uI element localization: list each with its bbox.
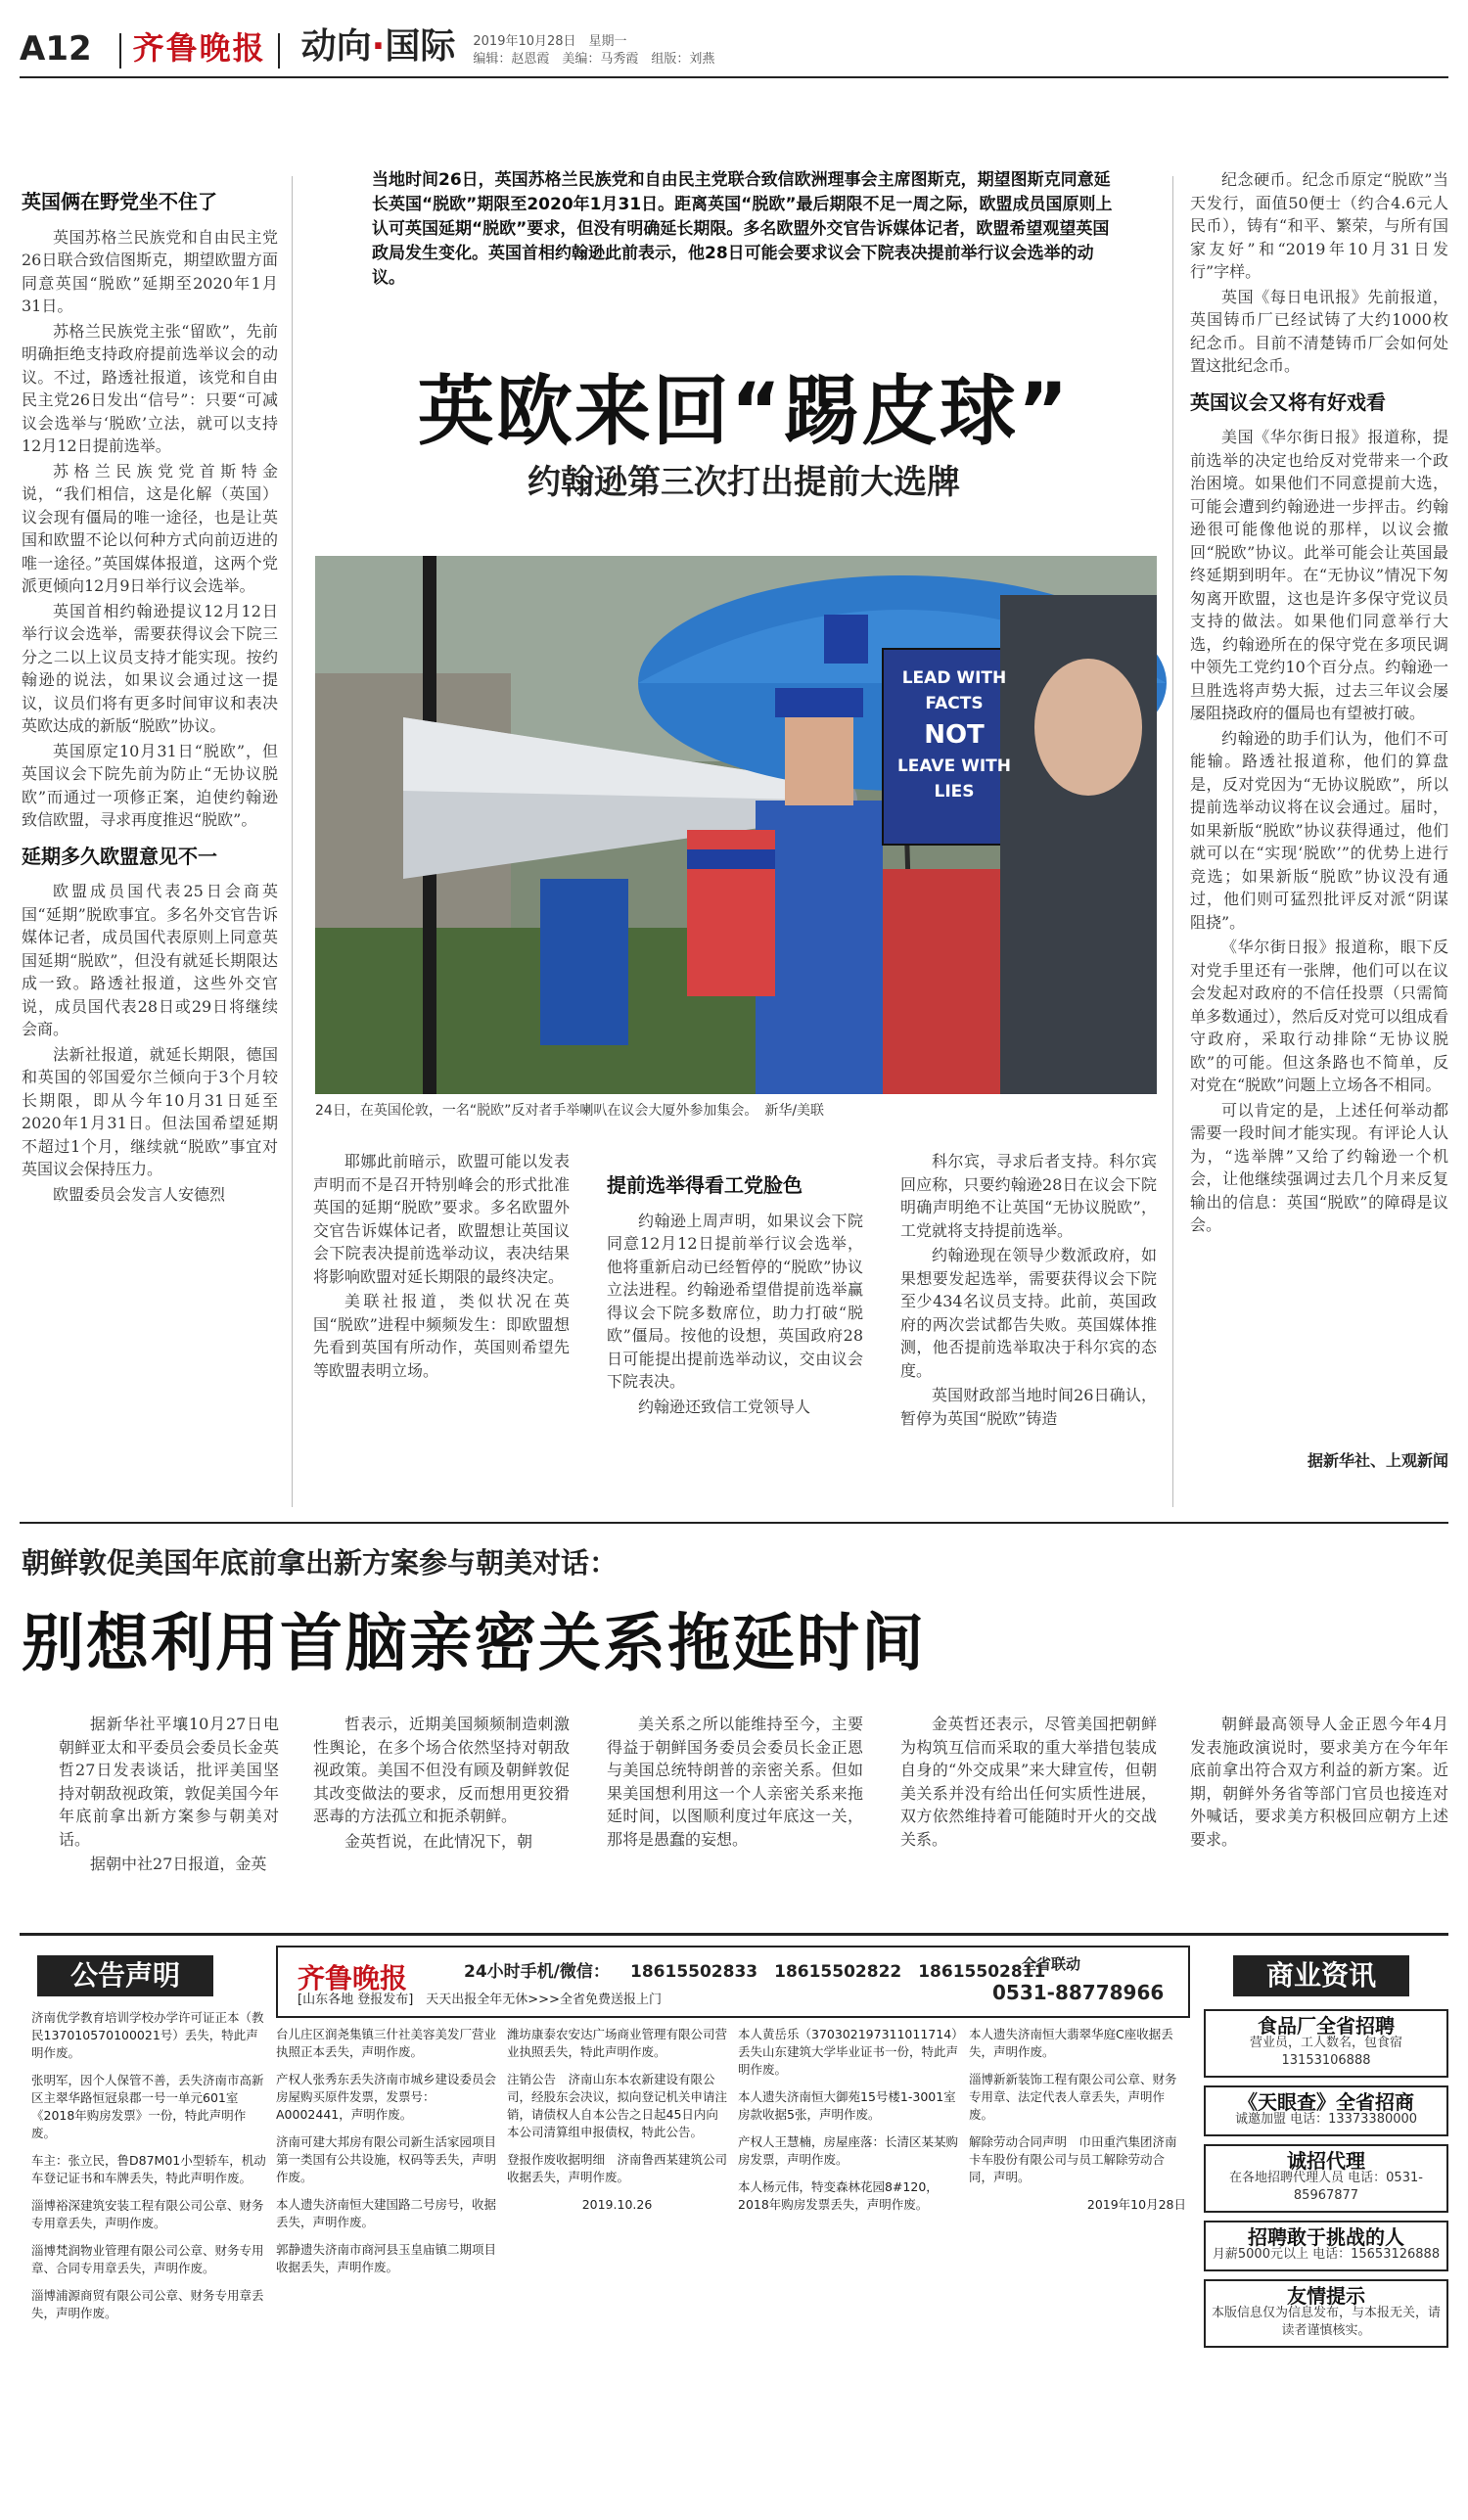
paragraph: 朝鲜最高领导人金正恩今年4月发表施政演说时，要求美方在今年年底前拿出符合双方利益的新方案。近期，朝鲜外务省等部门官员也接连对外喊话，要求美方积极回应朝方上述要求。: [1190, 1715, 1448, 1849]
ad-item: 淄博裕深建筑安装工程有限公司公章、财务专用章丢失，声明作废。: [31, 2198, 264, 2230]
paragraph: 约翰逊上周声明，如果议会下院同意12月12日提前举行议会选举，他将重新启动已经暂停的“脱欧”协议立法进程。约翰逊希望借提前选举赢得议会下院多数席位，助力打破“脱欧”僵局。按他的设想，英国政府28日可能提出提前选举动议，交由议会下院表决。: [607, 1211, 863, 1391]
col1-subhead-2: 延期多久欧盟意见不一: [22, 844, 217, 868]
ad-date: 2019年10月28日: [1086, 2197, 1186, 2212]
notice-column: [31, 2009, 268, 2498]
britain-column-1: [22, 191, 278, 1512]
business-title: 友情提示: [1287, 2284, 1365, 2308]
ad-column-1: [276, 2026, 496, 2496]
business-box: [1204, 2144, 1448, 2213]
paragraph: 约翰逊还致信工党领导人: [638, 1397, 811, 1416]
business-text: 本版信息仅为信息发布，与本报无关，请读者谨慎核实。: [1212, 2306, 1442, 2338]
col3-subhead: 提前选举得看工党脸色: [607, 1173, 803, 1197]
paragraph: 约翰逊现在领导少数派政府，如果想要发起选举，需要获得议会下院至少434名议员支持。此前，英国政府的两次尝试都告失败。英国媒体推测，他否提前选举取决于科尔宾的态度。: [900, 1246, 1157, 1380]
protest-sign: [886, 665, 1023, 804]
ad-item: 本人杨元伟，特变森林花园8#120，2018年购房发票丢失，声明作废。: [738, 2179, 939, 2212]
paragraph: 金英哲还表示，尽管美国把朝鲜为构筑互信而采取的重大举措包装成自身的“外交成果”来大肆宣传，但朝美关系并没有给出任何实质性进展，双方依然维持着可能随时开火的交战关系。: [900, 1715, 1157, 1849]
sub-headline: 约翰逊第三次打出提前大选牌: [528, 463, 960, 502]
sign-line-1: LEAD WITH FACTS: [901, 668, 1007, 713]
banner-phones: 18615502833 18615502822 18615502811: [630, 1962, 1046, 1982]
ad-item: 潍坊康泰农安达广场商业管理有限公司营业执照丢失，特此声明作废。: [507, 2027, 728, 2059]
ad-item: 登报作废收据明细 济南鲁西某建筑公司收据丢失，声明作废。: [507, 2152, 728, 2184]
ad-item: 车主：张立民，鲁D87M01小型轿车，机动车登记证书和车牌丢失，特此声明作废。: [31, 2153, 266, 2185]
ad-item: 淄博新新装饰工程有限公司公章、财务专用章、法定代表人章丢失，声明作废。: [969, 2072, 1177, 2122]
story-lead: 当地时间26日，英国苏格兰民族党和自由民主党联合致信欧洲理事会主席图斯克，期望图斯克同意延长英国“脱欧”期限至2020年1月31日。距离英国“脱欧”最后期限不足一周之际，欧盟成员国原则上认可英国延期“脱欧”要求，但没有明确延长期限。多名欧盟外交官告诉媒体记者，欧盟希望观望英国政局发生变化。英国首相约翰逊此前表示，他28日可能会要求议会下院表决提前举行议会选举的动议。: [372, 170, 1113, 288]
paragraph: 《华尔街日报》报道称，眼下反对党手里还有一张牌，他们可以在议会发起对政府的不信任投票（只需简单多数通过），然后反对党可以组成看守政府，采取行动排除“无协议脱欧”的可能。但这条路也不简单，反对党在“脱欧”问题上立场各不相同。: [1190, 938, 1449, 1094]
photo-caption: 24日，在英国伦敦，一名“脱欧”反对者手举喇叭在议会大厦外参加集会。 新华/美联: [315, 1103, 825, 1119]
ad-item: 注销公告 济南山东本农新建设有限公司，经股东会决议，拟向登记机关申请注销，请债权人自本公告之日起45日内向本公司清算组申报债权，特此公告。: [507, 2072, 728, 2139]
ad-item: 解除劳动合同声明 巾田重汽集团济南卡车股份有限公司与员工解除劳动合同，声明。: [969, 2134, 1177, 2184]
section-title-a: 动向: [300, 26, 372, 67]
paragraph: 法新社报道，就延长期限，德国和英国的邻国爱尔兰倾向于3个月较长期限，即从今年10月31日延至2020年1月31日。但法国希望延期不超过1个月，继续就“脱欧”事宜对英国议会保持压力。: [22, 1044, 278, 1178]
paragraph: 可以肯定的是，上述任何举动都需要一段时间才能实现。有评论人认为，“选举牌”又给了约翰逊一个机会，让他继续强调过去几个月来反复输出的信息：英国“脱欧”的障碍是议会。: [1190, 1100, 1448, 1234]
business-tag: 商业资讯: [1233, 1955, 1409, 1996]
staff-credits: 编辑：赵恩霞 美编：马秀霞 组版：刘燕: [473, 52, 715, 67]
paragraph: 据新华社平壤10月27日电 朝鲜亚太和平委员会委员长金英哲27日发表谈话，批评美国坚持对朝敌视政策，敦促美国今年年底前拿出新方案参与朝美对话。: [59, 1715, 296, 1849]
paragraph: 金英哲说，在此情况下，朝: [344, 1831, 533, 1851]
column-divider: [1172, 176, 1173, 1507]
banner-hotline-label: 24小时手机/微信：: [464, 1962, 610, 1982]
paragraph: 苏格兰民族党党首斯特金说，“我们相信，这是化解（英国）议会现有僵局的唯一途径，也是让英国和欧盟不论以何种方式向前迈进的唯一途径。”英国媒体报道，这两个党派更倾向12月9日举行议会选举。: [22, 461, 278, 595]
main-headline: 英欧来回“踢皮球”: [417, 368, 1071, 456]
ad-date: 2019.10.26: [581, 2197, 653, 2212]
ad-item: 济南优学教育培训学校办学许可证正本（教民137010570100021号）丢失，特此声明作废。: [31, 2010, 264, 2060]
business-text: 诚邀加盟 电话：13373380000: [1234, 2112, 1418, 2127]
korea-column-2: [313, 1713, 570, 1923]
sign-line-3: LEAVE WITH LIES: [896, 756, 1012, 802]
britain-column-2: [313, 1150, 570, 1512]
masthead-divider: [278, 33, 280, 69]
korea-column-3: [607, 1713, 863, 1923]
paragraph: 哲表示，近期美国频频制造刺激性舆论，在多个场合依然坚持对朝敌视政策。美国不但没有顾及朝鲜敦促其改变做法的要求，反而想用更狡猾恶毒的方法孤立和扼杀朝鲜。: [313, 1715, 570, 1825]
page-number: A12: [20, 29, 92, 69]
column-divider: [292, 176, 293, 1507]
britain-column-4: [900, 1150, 1157, 1512]
paragraph: 纪念硬币。纪念币原定“脱欧”当天发行，面值50便士（约合4.6元人民币），铸有“和平、繁荣，与所有国家友好”和“2019年10月31日发行”字样。: [1190, 170, 1448, 281]
ad-item: 本人黄岳乐（370302197311011714）丢失山东建筑大学毕业证书一份，特此声明作废。: [738, 2027, 959, 2077]
col1-subhead: 英国俩在野党坐不住了: [22, 190, 217, 213]
britain-column-3: [607, 1174, 863, 1512]
paragraph: 英国首相约翰逊提议12月12日举行议会选举，需要获得议会下院三分之二以上议员支持才能实现。按约翰逊的说法，如果议会通过这一提议，议员们将有更多时间审议和表决英欧达成的新版“脱欧”协议。: [22, 601, 278, 735]
banner-slogan: [山东各地 登报发布] 天天出报全年无休>>>全省免费送报上门: [298, 1993, 662, 2007]
ad-item: 济南可建大邦房有限公司新生活家园项目第一类国有公共设施，权码等丢失，声明作废。: [276, 2134, 497, 2184]
korea-kicker: 朝鲜敦促美国年底前拿出新方案参与朝美对话：: [22, 1546, 619, 1580]
business-column: [1204, 2009, 1448, 2498]
col5-subhead: 英国议会又将有好戏看: [1190, 389, 1386, 414]
paragraph: 欧盟委员会发言人安德烈: [53, 1184, 226, 1204]
masthead: [20, 20, 1448, 78]
hotline-banner: [276, 1946, 1190, 2018]
business-box: [1204, 2085, 1448, 2136]
korea-column-1: [59, 1713, 296, 1923]
ad-item: 本人遗失济南恒大御苑15号楼1-3001室房款收据5张，声明作废。: [738, 2089, 956, 2122]
business-title: 食品厂全省招聘: [1258, 2014, 1395, 2038]
section-title-dot: ·: [371, 26, 386, 67]
news-photo: [315, 556, 1157, 1094]
business-box: [1204, 2221, 1448, 2271]
section-divider: [20, 1522, 1448, 1524]
business-box: [1204, 2279, 1448, 2348]
ad-column-4: [969, 2026, 1186, 2496]
business-title: 招聘敢于挑战的人: [1248, 2225, 1404, 2249]
classified-ads: [20, 1933, 1448, 2508]
ad-item: 郭静遗失济南市商河县玉皇庙镇二期项目收据丢失，声明作废。: [276, 2242, 497, 2274]
notice-tag: 公告声明: [37, 1955, 213, 1996]
section-title: [301, 19, 456, 69]
protester-photo-illustration: [315, 556, 1157, 1094]
ad-item: 淄博浦源商贸有限公司公章、财务专用章丢失，声明作废。: [31, 2288, 264, 2320]
paragraph: 约翰逊的助手们认为，他们不可能输。路透社报道称，他们的算盘是，反对党因为“无协议脱欧”，所以提前选举动议将在议会通过。届时，如果新版“脱欧”协议获得通过，他们就可以在“实现‘脱欧’”的优势上进行竞选；如果新版“脱欧”协议没有通过，他们则可猛烈批评反对派“阴谋阻挠”。: [1190, 728, 1448, 932]
paragraph: 英国原定10月31日“脱欧”，但英国议会下院先前为防止“无协议脱欧”而通过一项修正案，迫使约翰逊致信欧盟，寻求再度推迟“脱欧”。: [22, 741, 278, 829]
ad-item: 张明军，因个人保管不善，丢失济南市高新区主翠华路恒冠泉郡一号一单元601室《2018年购房发票》一份，特此声明作废。: [31, 2073, 264, 2140]
banner-union: 全省联动: [1022, 1955, 1081, 1973]
paper-logo: 齐鲁晚报: [132, 29, 266, 67]
paragraph: 据朝中社27日报道，金英: [90, 1855, 267, 1873]
britain-column-5: [1190, 168, 1448, 1470]
korea-column-5: [1190, 1713, 1448, 1923]
paragraph: 英国《每日电讯报》先前报道，英国铸币厂已经试铸了大约1000枚纪念币。目前不清楚铸币厂会如何处置这批纪念币。: [1190, 287, 1448, 375]
paragraph: 美联社报道，类似状况在英国“脱欧”进程中频频发生：即欧盟想先看到英国有所动作，英国则希望先等欧盟表明立场。: [313, 1292, 570, 1380]
business-text: 月薪5000元以上 电话：15653126888: [1212, 2247, 1441, 2262]
header-meta: [473, 33, 714, 69]
ad-item: 产权人王慧楠，房屋座落：长清区某某购房发票，声明作废。: [738, 2134, 959, 2167]
section-title-b: 国际: [385, 26, 456, 67]
business-text: 营业员，工人数名，包食宿 13153106888: [1249, 2036, 1402, 2068]
banner-tel: 0531-88778966: [992, 1981, 1165, 2004]
ad-column-3: [738, 2026, 958, 2496]
ad-item: 淄博梵润物业管理有限公司公章、财务专用章、合同专用章丢失，声明作废。: [31, 2243, 264, 2275]
ad-item: 产权人张秀东丢失济南市城乡建设委员会房屋购买原件发票，发票号：A0002441，声明作废。: [276, 2072, 497, 2122]
ad-item: 台儿庄区润尧集镇三什社美容美发厂营业执照正本丢失，声明作废。: [276, 2027, 497, 2059]
ad-column-2: [507, 2026, 727, 2496]
story-credit: 据新华社、上观新闻: [1307, 1451, 1448, 1470]
paragraph: 耶娜此前暗示，欧盟可能以发表声明而不是召开特别峰会的形式批准英国的延期“脱欧”要求。多名欧盟外交官告诉媒体记者，欧盟想让英国议会下院表决提前选举动议，表决结果将影响欧盟对延长期限的最终决定。: [313, 1152, 570, 1286]
paragraph: 美关系之所以能维持至今，主要得益于朝鲜国务委员会委员长金正恩与美国总统特朗普的亲密关系。但如果美国想利用这一个人亲密关系来拖延时间，以图顺利度过年底这一关，那将是愚蠢的妄想。: [607, 1715, 863, 1849]
business-text: 在各地招聘代理人员 电话：0531-85967877: [1229, 2171, 1423, 2203]
paragraph: 苏格兰民族党主张“留欧”，先前明确拒绝支持政府提前选举议会的动议。不过，路透社报道，该党和自由民主党26日发出“信号”：只要“可减议会选举与‘脱欧’立法，就可以支持12月12日提前选举。: [22, 321, 278, 455]
business-title: 诚招代理: [1287, 2149, 1365, 2173]
ad-item: 本人遗失济南恒大翡翠华庭C座收据丢失，声明作废。: [969, 2027, 1173, 2059]
korea-column-4: [900, 1713, 1157, 1923]
banner-logo: 齐鲁晚报: [298, 1962, 408, 1994]
paragraph: 美国《华尔街日报》报道称，提前选举的决定也给反对党带来一个政治困境。如果他们不同意提前大选，可能会遭到约翰逊进一步抨击。约翰逊很可能像他说的那样，以议会撤回“脱欧”协议。此举可能会让英国最终延期到明年。在“无协议”情况下匆匆离开欧盟，这也是许多保守党议员支持的做法。如果他们同意举行大选，约翰逊所在的保守党在多项民调中领先工党约10个百分点。约翰逊一旦胜选将声势大振，过去三年议会屡屡阻挠政府的僵局也有望被打破。: [1190, 428, 1448, 722]
masthead-divider: [119, 33, 121, 69]
business-box: [1204, 2009, 1448, 2078]
paragraph: 科尔宾，寻求后者支持。科尔宾回应称，只要约翰逊28日在议会下院明确声明绝不让英国“无协议脱欧”，工党就将支持提前选举。: [900, 1152, 1157, 1240]
paragraph: 英国苏格兰民族党和自由民主党26日联合致信图斯克，期望欧盟方面同意英国“脱欧”延期至2020年1月31日。: [22, 227, 278, 315]
sign-line-2: NOT: [924, 720, 985, 750]
business-title: 《天眼查》全省招商: [1238, 2090, 1414, 2114]
paragraph: 英国财政部当地时间26日确认，暂停为英国“脱欧”铸造: [900, 1386, 1157, 1428]
korea-headline: 别想利用首脑亲密关系拖延时间: [22, 1608, 926, 1680]
paragraph: 欧盟成员国代表25日会商英国“延期”脱欧事宜。多名外交官告诉媒体记者，成员国代表原则上同意英国延期“脱欧”，但没有就延长期限达成一致。路透社报道，这些外交官说，成员国代表28日或29日将继续会商。: [22, 882, 278, 1038]
issue-date: 2019年10月28日 星期一: [473, 34, 627, 49]
ad-item: 本人遗失济南恒大建国路二号房号，收据丢失，声明作废。: [276, 2197, 497, 2229]
